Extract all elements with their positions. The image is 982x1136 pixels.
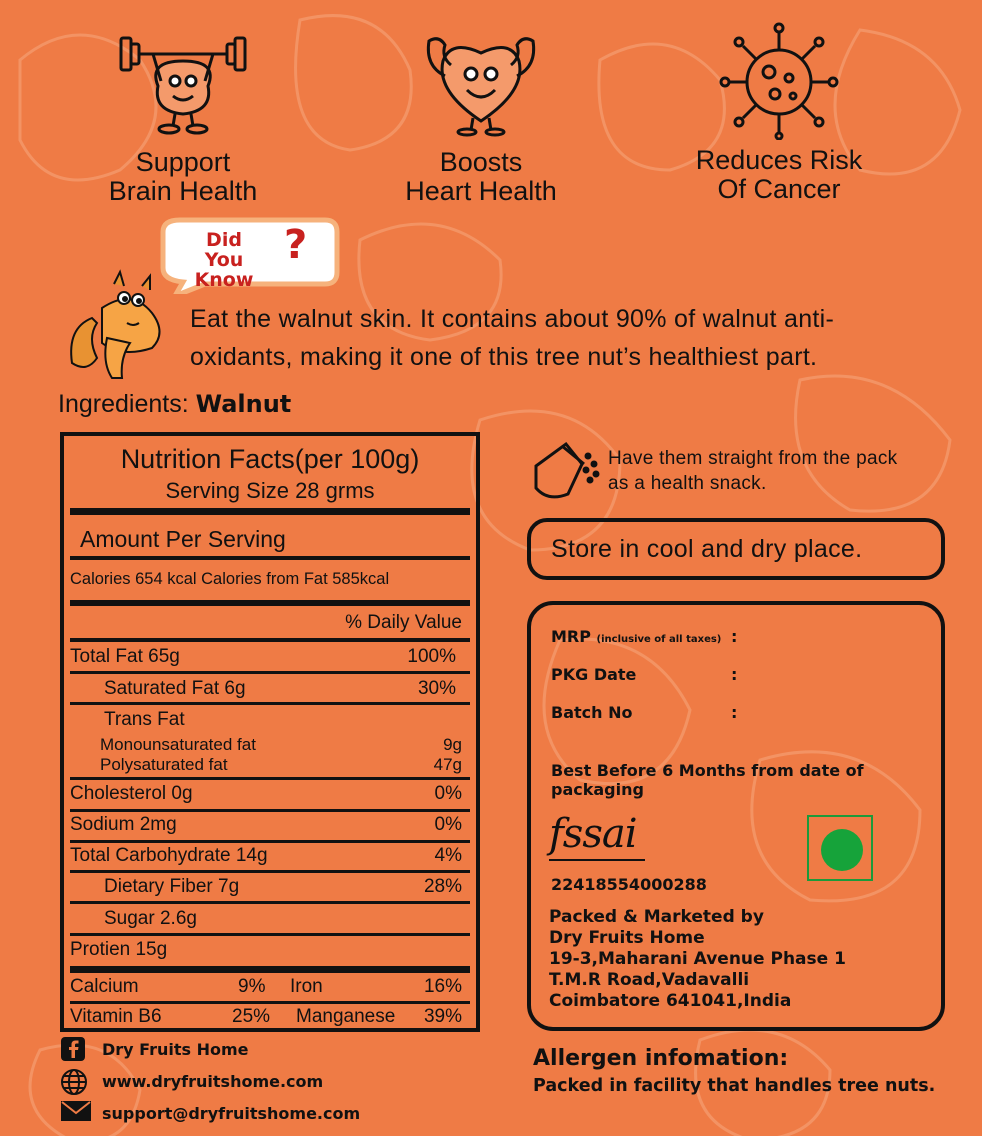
benefit-brain	[78, 26, 288, 206]
packer-address: Packed & Marketed by Dry Fruits Home 19-3,Maharani Avenue Phase 1 T.M.R Road,Vadavalli Coimbatore 641041,India	[549, 907, 846, 1011]
divider	[70, 840, 470, 843]
virus-icon	[717, 20, 841, 140]
pack-info-box	[527, 601, 945, 1031]
cholesterol-row: Cholesterol 0g 0%	[70, 783, 462, 804]
fssai-logo: fssai	[549, 811, 637, 857]
poly-fat-row: Polysaturated fat 47g	[100, 755, 462, 774]
squirrel-mascot-icon	[62, 268, 172, 384]
benefit-heart	[376, 26, 586, 206]
mrp-row: MRP (inclusive of all taxes)	[551, 627, 722, 646]
serving-size: Serving Size 28 grms	[165, 478, 375, 503]
trans-fat-row: Trans Fat	[104, 709, 185, 730]
did-you-know-fact: Eat the walnut skin. It contains about 90% of walnut anti- oxidants, making it one of this tree nut’s healthiest part.	[190, 305, 835, 371]
divider	[70, 556, 470, 560]
divider	[70, 809, 470, 812]
carbohydrate-row: Total Carbohydrate 14g 4%	[70, 845, 462, 866]
did-you-know-label: Did You Know	[194, 229, 254, 291]
globe-icon	[60, 1068, 88, 1096]
snack-tip: Have them straight from the pack as a health snack.	[608, 448, 898, 494]
vitamin-manganese-row: Vitamin B6 25% Manganese 39%	[70, 1006, 462, 1027]
strong-heart-icon	[411, 26, 551, 138]
sugar-row: Sugar 2.6g	[104, 908, 197, 929]
benefit-cancer	[674, 20, 884, 204]
best-before: Best Before 6 Months from date of packaging	[551, 761, 864, 799]
question-mark: ?	[284, 222, 308, 268]
envelope-icon	[60, 1100, 92, 1122]
facebook-icon	[60, 1036, 86, 1062]
batch-no-label: Batch No	[551, 703, 633, 722]
mrp-colon: :	[731, 627, 738, 646]
total-fat-row: Total Fat 65g 100%	[70, 646, 456, 667]
allergen-text: Packed in facility that handles tree nuts.	[533, 1076, 936, 1096]
divider	[70, 600, 470, 606]
ingredients	[58, 390, 291, 419]
divider	[70, 702, 470, 705]
allergen-heading: Allergen infomation:	[533, 1046, 789, 1071]
veg-dot	[821, 829, 863, 871]
benefit-brain-line2: Brain Health	[108, 176, 258, 206]
nutrition-facts-table	[60, 432, 480, 1032]
ingredients-value: Walnut	[195, 390, 292, 418]
benefit-heart-line1: Boosts	[439, 147, 523, 177]
veg-mark-icon	[807, 815, 873, 881]
pkg-date-colon: :	[731, 665, 738, 684]
divider	[70, 966, 470, 973]
nutrition-title: Nutrition Facts(per 100g)	[120, 444, 420, 474]
divider	[70, 777, 470, 780]
benefit-heart-line2: Heart Health	[405, 176, 557, 206]
calcium-iron-row: Calcium 9% Iron 16%	[70, 976, 462, 997]
divider	[70, 870, 470, 873]
sodium-row: Sodium 2mg 0%	[70, 814, 462, 835]
batch-no-colon: :	[731, 703, 738, 722]
divider	[70, 1001, 470, 1004]
benefit-cancer-line1: Reduces Risk	[695, 145, 863, 175]
snack-pack-icon	[528, 436, 602, 502]
fssai-license-number: 22418554000288	[551, 875, 707, 894]
saturated-fat-row: Saturated Fat 6g 30%	[104, 678, 456, 699]
fssai-underline	[549, 859, 645, 861]
amount-per-serving: Amount Per Serving	[80, 526, 286, 552]
divider	[70, 638, 470, 642]
brain-dumbbell-icon	[113, 26, 253, 138]
divider	[70, 671, 470, 674]
ingredients-label: Ingredients:	[58, 390, 189, 418]
mono-fat-row: Monounsaturated fat 9g	[100, 735, 462, 754]
benefit-cancer-line2: Of Cancer	[717, 174, 841, 204]
protein-row: Protien 15g	[70, 939, 168, 960]
calories: Calories 654 kcal Calories from Fat 585kcal	[70, 570, 390, 588]
dietary-fiber-row: Dietary Fiber 7g 28%	[104, 876, 462, 897]
storage-instruction: Store in cool and dry place.	[527, 518, 945, 580]
divider	[70, 901, 470, 904]
divider	[70, 933, 470, 936]
divider	[70, 508, 470, 515]
daily-value-header: % Daily Value	[345, 612, 462, 633]
pkg-date-label: PKG Date	[551, 665, 637, 684]
benefit-brain-line1: Support	[135, 147, 231, 177]
